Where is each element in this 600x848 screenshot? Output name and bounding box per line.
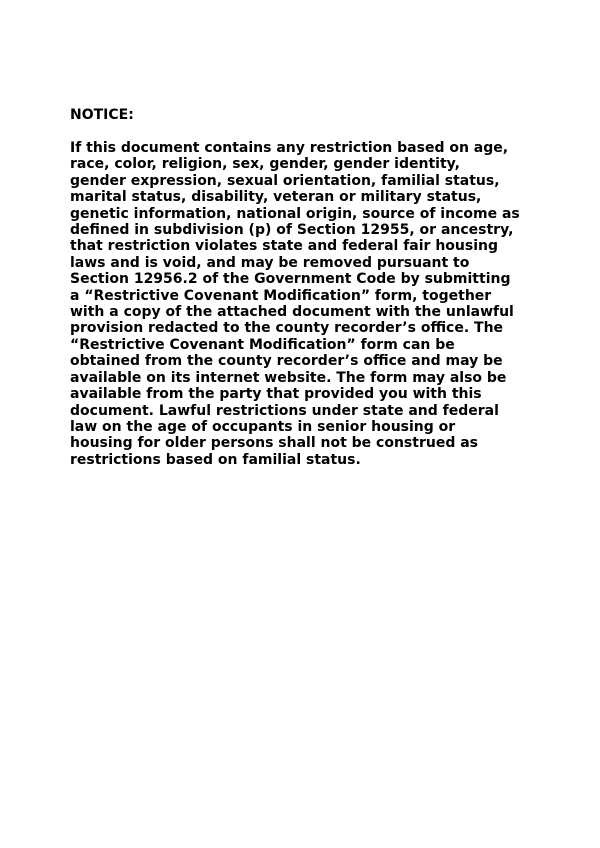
notice-line: race, color, religion, sex, gender, gender identity, xyxy=(70,156,460,173)
notice-body-text xyxy=(70,140,540,468)
notice-line: document. Lawful restrictions under state and federal xyxy=(70,402,499,419)
notice-line: a “Restrictive Covenant Modification” form, together xyxy=(70,287,492,304)
notice-line: Section 12956.2 of the Government Code by submitting xyxy=(70,271,511,288)
notice-line: housing for older persons shall not be construed as xyxy=(70,435,479,452)
notice-heading: NOTICE: xyxy=(70,107,134,123)
notice-line: provision redacted to the county recorder’s office. The xyxy=(70,320,504,337)
notice-line: marital status, disability, veteran or military status, xyxy=(70,189,482,206)
notice-line: gender expression, sexual orientation, familial status, xyxy=(70,172,500,189)
notice-line: defined in subdivision (p) of Section 12955, or ancestry, xyxy=(70,222,514,239)
notice-line: obtained from the county recorder’s office and may be xyxy=(70,353,503,370)
notice-line: available on its internet website. The form may also be xyxy=(70,369,507,386)
notice-line: law on the age of occupants in senior housing or xyxy=(70,418,456,435)
notice-line: If this document contains any restriction based on age, xyxy=(70,140,509,156)
notice-line: that restriction violates state and federal fair housing xyxy=(70,238,498,255)
notice-line: “Restrictive Covenant Modification” form can be xyxy=(70,336,455,353)
notice-line: restrictions based on familial status. xyxy=(70,451,361,468)
notice-line: with a copy of the attached document with the unlawful xyxy=(70,304,514,321)
notice-line: available from the party that provided you with this xyxy=(70,386,482,403)
notice-line: genetic information, national origin, source of income as xyxy=(70,205,520,222)
notice-line: laws and is void, and may be removed pursuant to xyxy=(70,254,470,271)
